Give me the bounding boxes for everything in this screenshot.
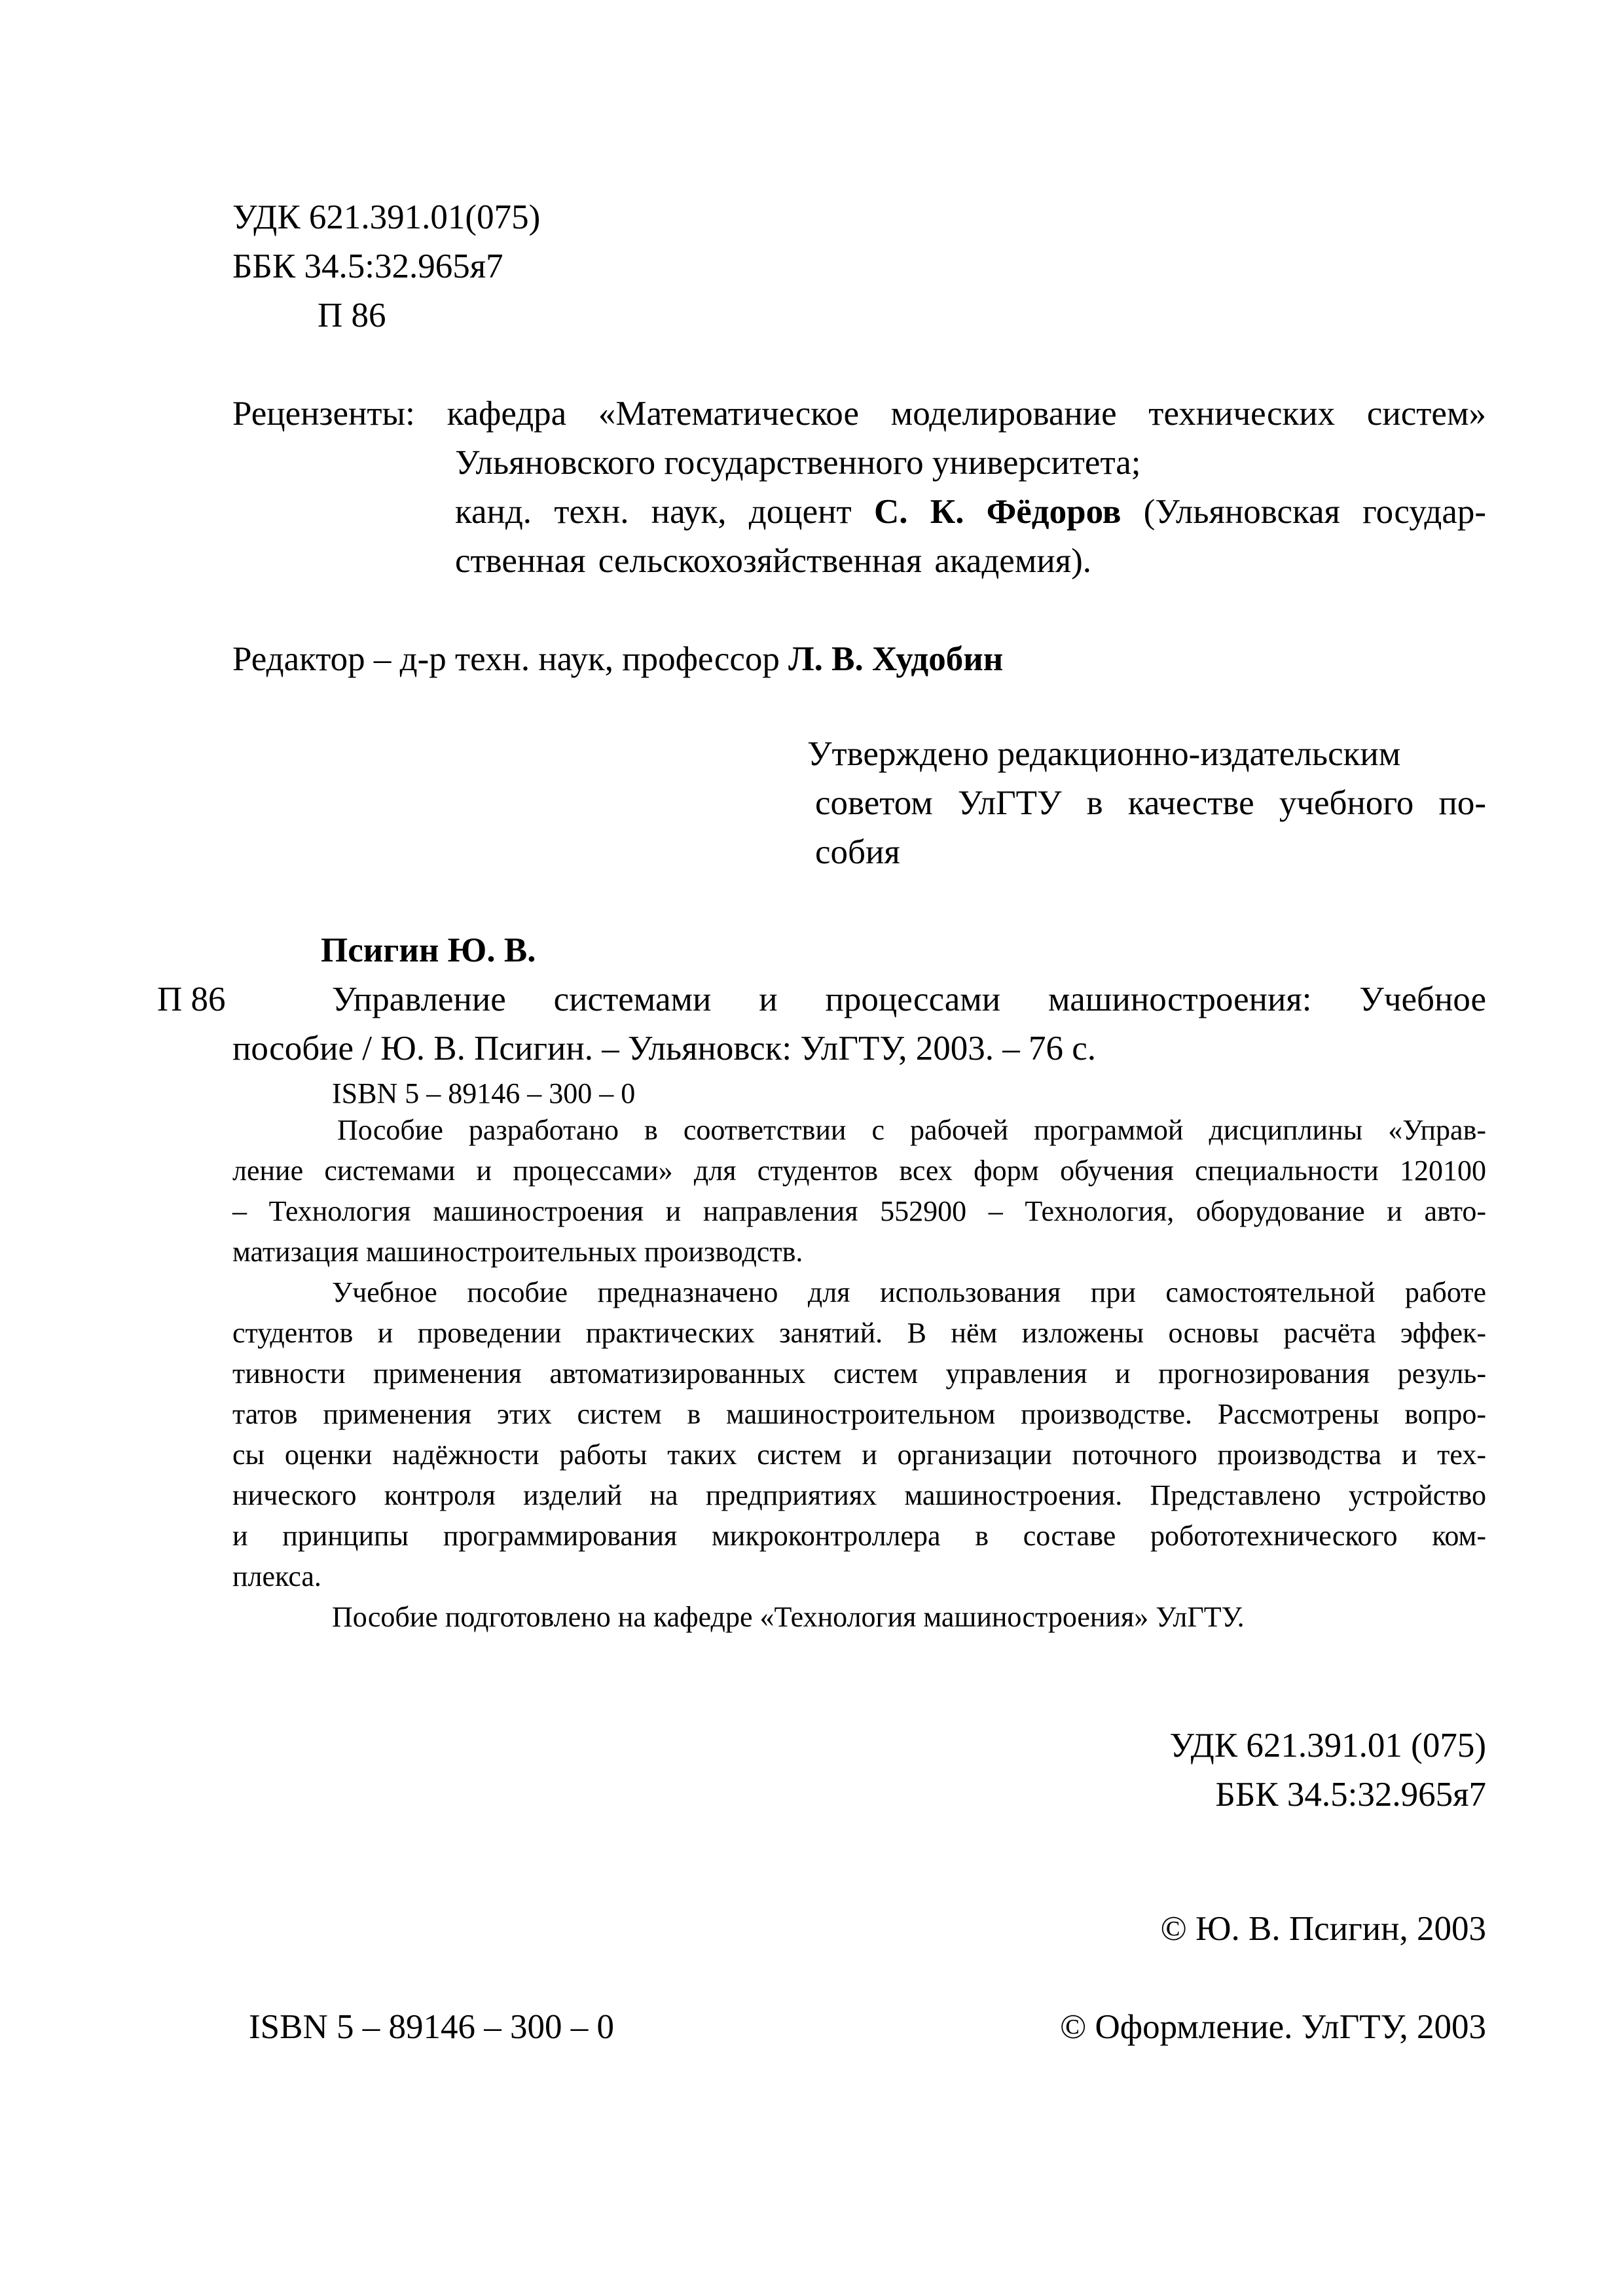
- book-title-line-1: Управление системами и процессами машиностроения: Учебное: [332, 980, 1486, 1018]
- reviewer-affiliation: (Ульяновская государ-: [1143, 493, 1487, 531]
- reviewers-line-2: Ульяновского государственного университета;: [455, 444, 1141, 482]
- abstract-p3: Пособие подготовлено на кафедре «Технология машиностроения» УлГТУ.: [332, 1601, 1245, 1633]
- reviewer-name: С. К. Фёдоров: [873, 493, 1122, 531]
- abstract-p1-line-4: матизация машиностроительных производств.: [232, 1236, 803, 1268]
- abstract-p2-line-1: Учебное пособие предназначено для использования при самостоятельной работе: [332, 1276, 1486, 1308]
- abstract-p2-line-3: тивности применения автоматизированных систем управления и прогнозирования резуль-: [232, 1357, 1486, 1390]
- approval-line-1: Утверждено редакционно-издательским: [807, 735, 1401, 773]
- abstract-p2-line-5: сы оценки надёжности работы таких систем и организации поточного производства и тех-: [232, 1439, 1486, 1471]
- abstract-p2-line-2: студентов и проведении практических занятий. В нём изложены основы расчёта эффек-: [232, 1317, 1486, 1349]
- book-author: Псигин Ю. В.: [321, 931, 536, 969]
- book-title-line-2: пособие / Ю. В. Псигин. – Ульяновск: УлГТУ, 2003. – 76 с.: [232, 1030, 1097, 1067]
- reviewers-line-1: [232, 389, 1486, 438]
- reviewer-title: канд. техн. наук, доцент: [455, 493, 852, 531]
- editor-line: [232, 635, 1003, 683]
- abstract-p1-line-2: ление системами и процессами» для студентов всех форм обучения специальности 120100: [232, 1155, 1486, 1187]
- abstract-p1-line-3: – Технология машиностроения и направления 552900 – Технология, оборудование и авто-: [232, 1195, 1486, 1227]
- reviewers-dept: кафедра «Математическое моделирование технических систем»: [447, 395, 1486, 433]
- editor-title: Редактор – д-р техн. наук, профессор: [232, 640, 780, 678]
- editor-name: Л. В. Худобин: [788, 640, 1004, 678]
- book-author-mark: П 86: [157, 980, 226, 1018]
- udk-code: УДК 621.391.01(075): [232, 198, 541, 236]
- reviewers-line-4: ственная сельскохозяйственная академия).: [455, 542, 1092, 580]
- abstract-p2-line-8: плекса.: [232, 1560, 321, 1592]
- abstract-p2-line-6: нического контроля изделий на предприятиях машиностроения. Представлено устройство: [232, 1479, 1486, 1511]
- approval-line-3: собия: [815, 833, 900, 871]
- reviewers-label: Рецензенты:: [232, 395, 415, 433]
- copyright-design: © Оформление. УлГТУ, 2003: [1060, 2008, 1486, 2046]
- abstract-p1-line-1: Пособие разработано в соответствии с рабочей программой дисциплины «Управ-: [337, 1114, 1486, 1146]
- footer-bbk: ББК 34.5:32.965я7: [1215, 1776, 1486, 1814]
- footer-isbn: ISBN 5 – 89146 – 300 – 0: [249, 2008, 615, 2046]
- copyright-author: © Ю. В. Псигин, 2003: [1160, 1910, 1486, 1948]
- abstract-p2-line-4: татов применения этих систем в машиностроительном производстве. Рассмотрены вопро-: [232, 1398, 1486, 1430]
- approval-line-2: советом УлГТУ в качестве учебного по-: [815, 784, 1486, 822]
- reviewers-line-3: [455, 488, 1486, 536]
- bbk-code: ББК 34.5:32.965я7: [232, 247, 503, 285]
- author-mark: П 86: [318, 296, 386, 334]
- abstract-p2-line-7: и принципы программирования микроконтроллера в составе робототехнического ком-: [232, 1520, 1486, 1552]
- book-isbn: ISBN 5 – 89146 – 300 – 0: [332, 1077, 636, 1109]
- footer-udk: УДК 621.391.01 (075): [1169, 1727, 1486, 1765]
